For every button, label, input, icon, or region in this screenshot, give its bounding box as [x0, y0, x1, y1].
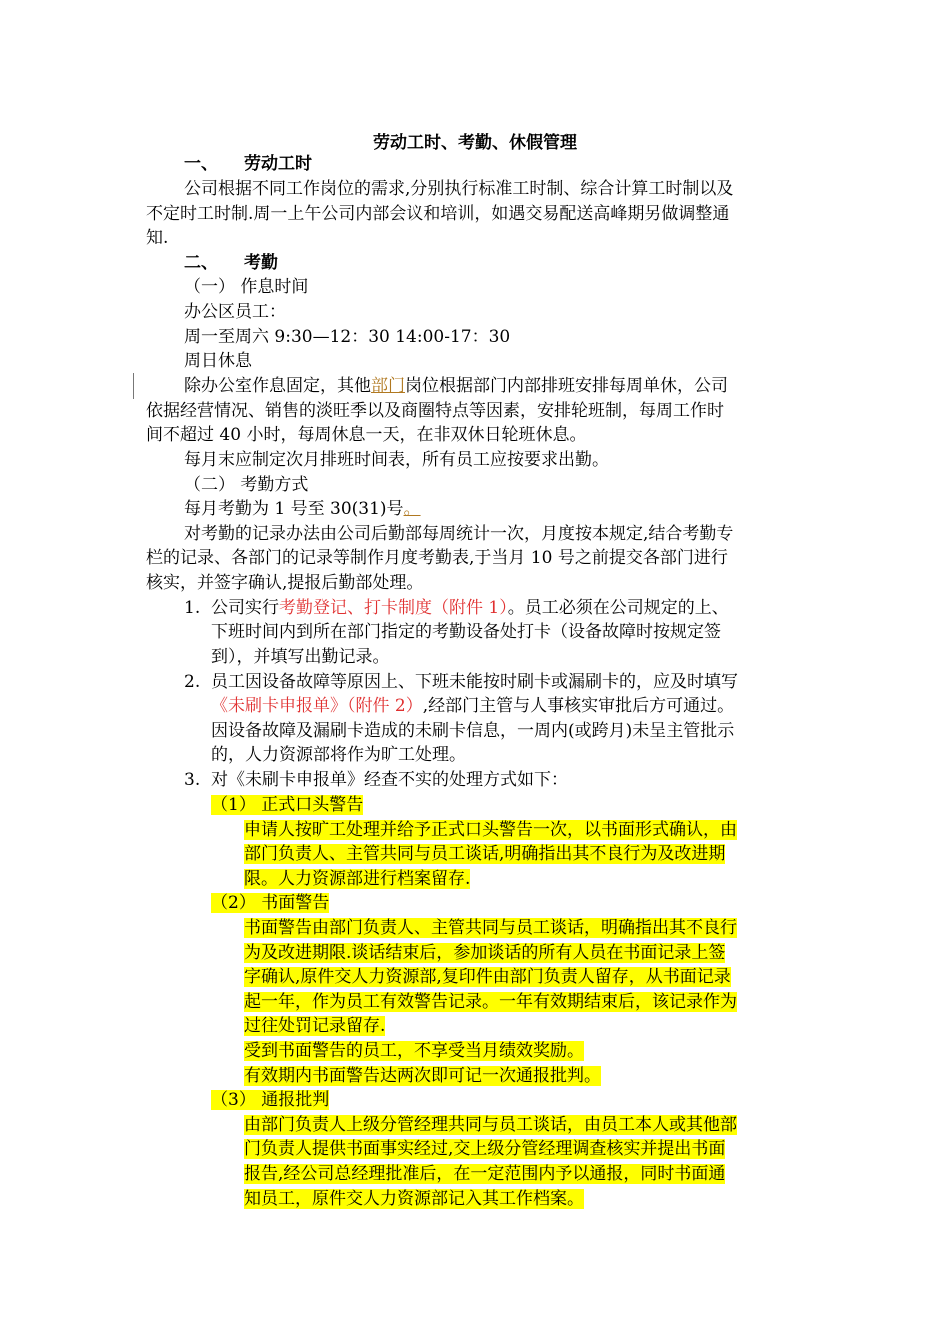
list-number: 3.: [184, 770, 201, 790]
section-1-number: 一、: [184, 154, 218, 174]
paragraph-line: 公司根据不同工作岗位的需求,分别执行标准工时制、综合计算工时制以及: [184, 179, 734, 199]
tracked-change[interactable]: 。: [403, 499, 421, 519]
paragraph-line: 间不超过 40 小时，每周休息一天，在非双休日轮班休息。: [146, 425, 587, 445]
subsection-1-title: （一） 作息时间: [184, 277, 309, 297]
sub-item-3-heading: （3） 通报批判: [211, 1090, 330, 1110]
paragraph-line: 核实，并签字确认,提报后勤部处理。: [146, 573, 424, 593]
tracked-link[interactable]: 部门: [371, 376, 405, 396]
list-item-line: [211, 596, 729, 620]
text-run: 公司实行: [211, 598, 279, 618]
sub-item-1-heading: （1） 正式口头警告: [211, 795, 364, 815]
highlighted-line: 书面警告由部门负责人、主管共同与员工谈话，明确指出其不良行: [244, 918, 737, 938]
paragraph-line: 每月末应制定次月排班时间表，所有员工应按要求出勤。: [184, 450, 609, 470]
highlighted-line: 字确认,原件交人力资源部,复印件由部门负责人留存，从书面记录: [244, 967, 731, 987]
paragraph-line: 知.: [146, 228, 169, 248]
paragraph-line: [184, 497, 421, 521]
highlighted-line: 为及改进期限.谈话结束后，参加谈话的所有人员在书面记录上签: [244, 943, 726, 963]
red-text: 考勤登记、打卡制度（附件 1）: [279, 598, 508, 618]
list-item-line: [211, 694, 734, 718]
highlighted-line: 受到书面警告的员工，不享受当月绩效奖励。: [244, 1041, 584, 1061]
highlighted-line: 门负责人提供书面事实经过,交上级分管经理调查核实并提出书面: [244, 1139, 726, 1159]
paragraph-line: [184, 374, 728, 398]
highlighted-line: 过往处罚记录留存.: [244, 1016, 386, 1036]
list-item-line: 员工因设备故障等原因上、下班未能按时刷卡或漏刷卡的，应及时填写: [211, 672, 738, 692]
list-item-line: 对《未刷卡申报单》经查不实的处理方式如下：: [211, 770, 568, 790]
text-run: ,经部门主管与人事核实审批后方可通过。: [422, 696, 735, 716]
list-number: 2.: [184, 672, 201, 692]
paragraph-line: 栏的记录、各部门的记录等制作月度考勤表,于当月 10 号之前提交各部门进行: [146, 548, 728, 568]
highlighted-line: 由部门负责人上级分管经理共同与员工谈话，由员工本人或其他部: [244, 1115, 737, 1135]
document-title: 劳动工时、考勤、休假管理: [373, 133, 577, 153]
paragraph-line: 依据经营情况、销售的淡旺季以及商圈特点等因素，安排轮班制，每周工作时: [146, 401, 724, 421]
section-1-title: 劳动工时: [244, 154, 312, 174]
highlighted-line: 部门负责人、主管共同与员工谈话,明确指出其不良行为及改进期: [244, 844, 726, 864]
paragraph-line: 办公区员工：: [184, 302, 286, 322]
paragraph-line: 周日休息: [184, 351, 252, 371]
highlighted-line: 知员工，原件交人力资源部记入其工作档案。: [244, 1189, 584, 1209]
list-number: 1.: [184, 598, 201, 618]
list-item-line: 到），并填写出勤记录。: [211, 647, 390, 667]
text-run: 每月考勤为 1 号至 30(31)号: [184, 499, 404, 519]
paragraph-line: 对考勤的记录办法由公司后勤部每周统计一次，月度按本规定,结合考勤专: [184, 524, 734, 544]
text-run: 除办公室作息固定，其他: [184, 376, 371, 396]
highlighted-line: 报告,经公司总经理批准后，在一定范围内予以通报，同时书面通: [244, 1164, 726, 1184]
paragraph-line: 周一至周六 9:30—12：30 14:00-17：30: [184, 327, 511, 347]
sub-item-2-heading: （2） 书面警告: [211, 893, 330, 913]
text-run: 岗位根据部门内部排班安排每周单休，公司: [405, 376, 728, 396]
subsection-2-title: （二） 考勤方式: [184, 475, 309, 495]
highlighted-line: 限。人力资源部进行档案留存.: [244, 869, 471, 889]
list-item-line: 因设备故障及漏刷卡造成的未刷卡信息，一周内(或跨月)未呈主管批示: [211, 721, 735, 741]
highlighted-line: 起一年，作为员工有效警告记录。一年有效期结束后，该记录作为: [244, 992, 737, 1012]
text-run: 。员工必须在公司规定的上、: [507, 598, 729, 618]
red-text: 《未刷卡申报单》（附件 2）: [211, 696, 423, 716]
paragraph-line: 不定时工时制.周一上午公司内部会议和培训，如遇交易配送高峰期另做调整通: [146, 204, 730, 224]
list-item-line: 的，人力资源部将作为旷工处理。: [211, 745, 466, 765]
section-2-title: 考勤: [244, 253, 278, 273]
highlighted-line: 有效期内书面警告达两次即可记一次通报批判。: [244, 1066, 601, 1086]
highlighted-line: 申请人按旷工处理并给予正式口头警告一次，以书面形式确认，由: [244, 820, 737, 840]
section-2-number: 二、: [184, 253, 218, 273]
list-item-line: 下班时间内到所在部门指定的考勤设备处打卡（设备故障时按规定签: [211, 622, 721, 642]
revision-marker: [133, 373, 134, 399]
